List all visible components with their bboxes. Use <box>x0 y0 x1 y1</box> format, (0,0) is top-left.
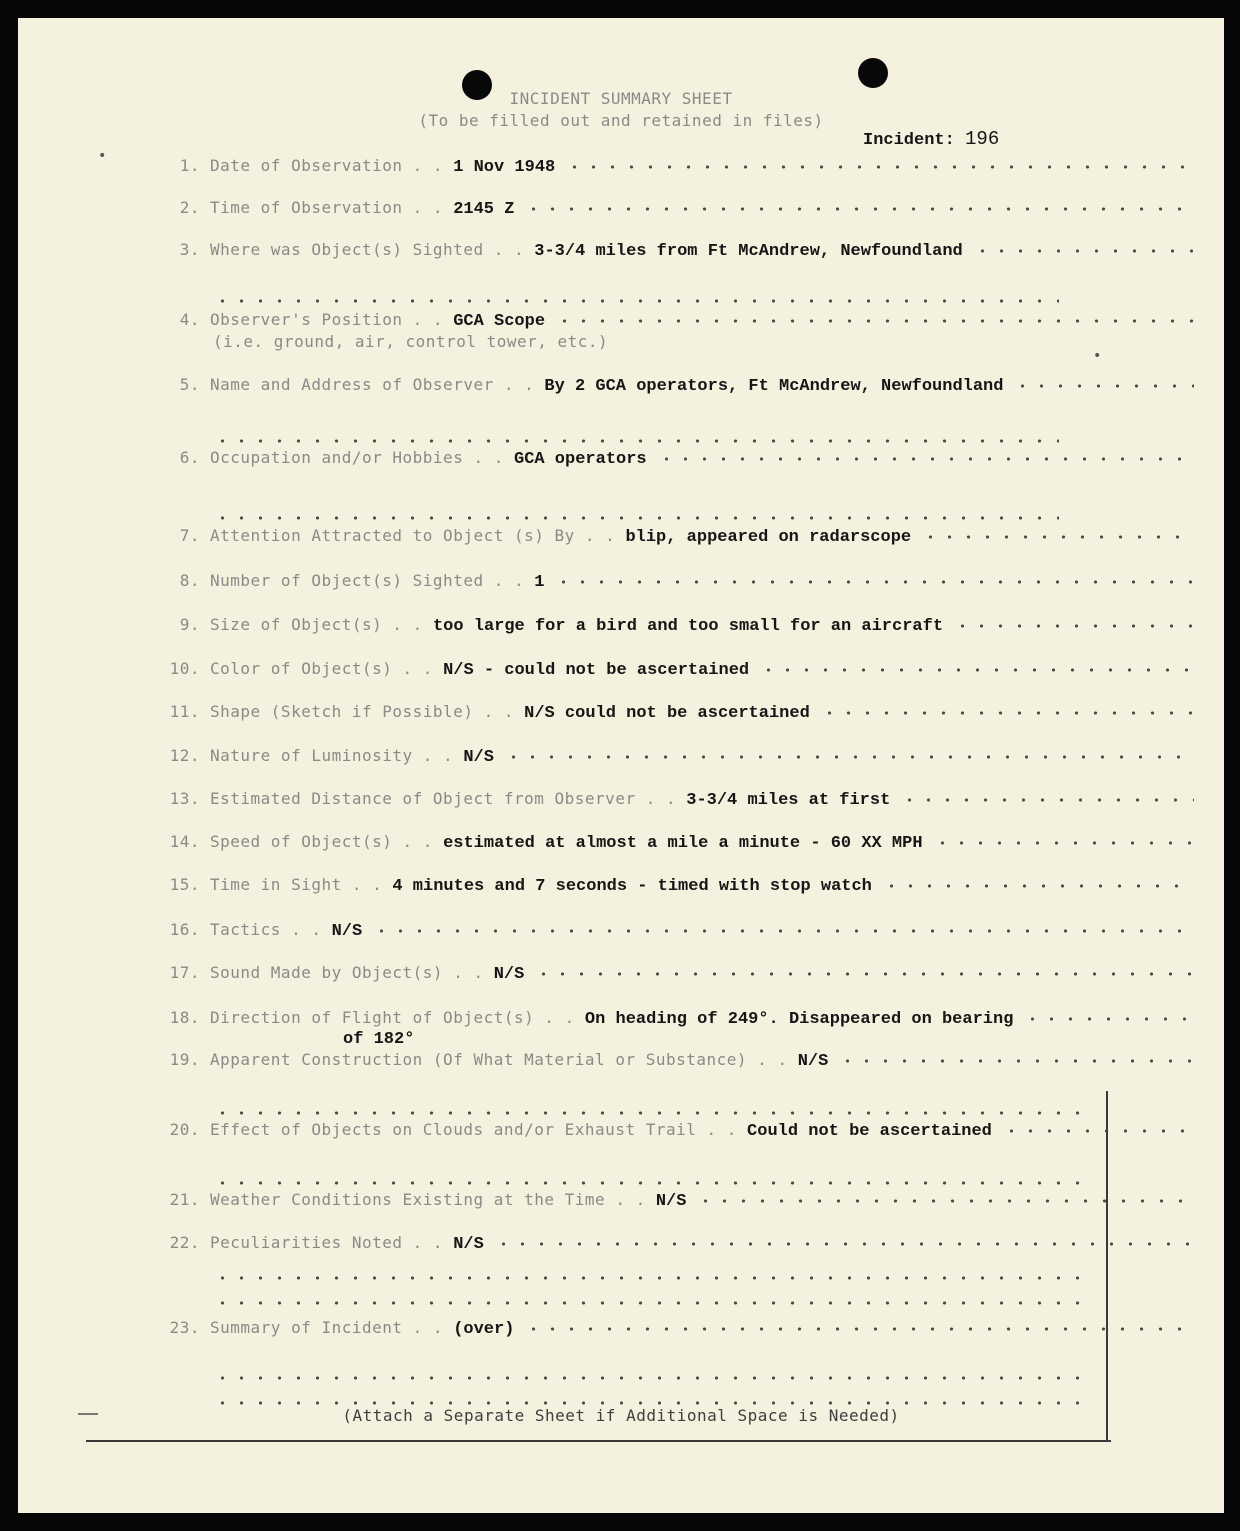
dot-leader: . . <box>574 526 626 545</box>
dot-leader: . . <box>392 659 444 678</box>
field-label: Estimated Distance of Object from Observer <box>210 789 636 808</box>
field-label: Date of Observation <box>210 156 403 175</box>
field-row <box>148 920 1194 946</box>
dot-leader <box>820 710 1194 716</box>
field-label: Time in Sight <box>210 875 342 894</box>
dot-leader <box>524 206 1194 212</box>
field-row <box>148 240 1194 266</box>
dot-leader <box>933 840 1194 846</box>
dot-leader <box>1002 1128 1194 1134</box>
field-row <box>148 1318 1194 1344</box>
dot-leader: . . <box>473 702 525 721</box>
field-number: 14. <box>169 832 200 851</box>
field-value: N/S could not be ascertained <box>524 704 810 723</box>
field-row <box>148 659 1194 685</box>
field-value: By 2 GCA operators, Ft McAndrew, Newfoundland <box>544 377 1004 396</box>
field-value: Could not be ascertained <box>747 1122 992 1141</box>
field-value: blip, appeared on radarscope <box>625 528 912 547</box>
dot-leader <box>1013 383 1194 389</box>
field-value: N/S - could not be ascertained <box>443 661 750 680</box>
field-hint: (i.e. ground, air, control tower, etc.) <box>213 332 609 351</box>
field-row <box>148 526 1194 552</box>
field-label: Sound Made by Object(s) <box>210 963 444 982</box>
field-value: (over) <box>453 1320 515 1339</box>
document-page <box>18 18 1224 1513</box>
field-label: Name and Address of Observer <box>210 375 494 394</box>
field-row <box>148 156 1194 182</box>
field-label: Time of Observation <box>210 198 403 217</box>
field-number: 10. <box>169 659 200 678</box>
field-label: Direction of Flight of Object(s) <box>210 1008 535 1027</box>
field-label: Effect of Objects on Clouds and/or Exhaust Trail <box>210 1120 697 1139</box>
stray-mark: • <box>1093 348 1102 364</box>
incident-label: Incident: <box>863 131 955 150</box>
field-number: 22. <box>169 1233 200 1252</box>
dot-leader <box>696 1198 1194 1204</box>
field-value: N/S <box>453 1235 484 1254</box>
field-label: Nature of Luminosity <box>210 746 413 765</box>
field-number: 2. <box>179 198 200 217</box>
dotted-line <box>213 1275 1089 1281</box>
dot-leader: . . <box>402 156 454 175</box>
field-row <box>148 571 1194 597</box>
field-row <box>148 963 1194 989</box>
field-label: Speed of Object(s) <box>210 832 393 851</box>
field-number: 11. <box>169 702 200 721</box>
stray-mark: • <box>98 148 107 164</box>
form-header <box>18 88 1224 132</box>
field-number: 6. <box>179 448 200 467</box>
dotted-line <box>213 1375 1089 1381</box>
dot-leader <box>973 248 1194 254</box>
field-number: 12. <box>169 746 200 765</box>
field-label: Apparent Construction (Of What Material or Substance) <box>210 1050 748 1069</box>
field-value: 1 <box>534 573 545 592</box>
dot-leader: . . <box>402 1318 454 1337</box>
field-number: 9. <box>179 615 200 634</box>
field-row <box>148 832 1194 858</box>
dot-leader: . . <box>392 832 444 851</box>
field-label: Weather Conditions Existing at the Time <box>210 1190 606 1209</box>
field-row <box>148 746 1194 772</box>
dotted-line <box>213 438 1059 444</box>
field-value: GCA Scope <box>453 312 546 331</box>
field-label: Color of Object(s) <box>210 659 393 678</box>
field-value: GCA operators <box>514 450 647 469</box>
field-value: 2145 Z <box>453 200 515 219</box>
field-value: too large for a bird and too small for an aircraft <box>432 617 944 636</box>
dot-leader: . . <box>341 875 393 894</box>
field-value: 3-3/4 miles at first <box>686 791 891 810</box>
dot-leader <box>555 318 1194 324</box>
field-number: 17. <box>169 963 200 982</box>
incident-number-block <box>863 128 999 150</box>
field-label: Summary of Incident <box>210 1318 403 1337</box>
margin-rule-vertical <box>1106 1091 1108 1441</box>
field-number: 20. <box>169 1120 200 1139</box>
field-row <box>148 198 1194 224</box>
dot-leader: . . <box>463 448 514 467</box>
punch-hole-right <box>858 58 888 88</box>
field-label: Where was Object(s) Sighted <box>210 240 484 259</box>
field-number: 15. <box>169 875 200 894</box>
field-label: Peculiarities Noted <box>210 1233 403 1252</box>
dot-leader <box>953 623 1194 629</box>
field-number: 19. <box>169 1050 200 1069</box>
field-row <box>148 375 1194 401</box>
field-number: 1. <box>179 156 200 175</box>
dot-leader: . . <box>483 240 535 259</box>
field-row <box>148 1120 1194 1146</box>
dot-leader <box>882 883 1194 889</box>
field-row <box>148 448 1194 474</box>
field-number: 13. <box>169 789 200 808</box>
field-value: On heading of 249°. Disappeared on bearing <box>584 1010 1014 1029</box>
field-value: estimated at almost a mile a minute - 60 XX MPH <box>443 834 923 853</box>
field-number: 5. <box>179 375 200 394</box>
dot-leader: . . <box>382 615 433 634</box>
dot-leader: . . <box>696 1120 748 1139</box>
dot-leader <box>565 164 1194 170</box>
field-label: Number of Object(s) Sighted <box>210 571 484 590</box>
dot-leader <box>838 1058 1194 1064</box>
dot-leader <box>372 928 1194 934</box>
field-value: N/S <box>797 1052 829 1071</box>
dot-leader <box>524 1326 1194 1332</box>
dotted-line <box>213 1300 1089 1306</box>
dot-leader: . . <box>747 1050 798 1069</box>
field-number: 8. <box>179 571 200 590</box>
dot-leader <box>504 754 1194 760</box>
field-label: Tactics <box>210 920 281 939</box>
field-value: 1 Nov 1948 <box>453 158 556 177</box>
dotted-line <box>213 298 1059 304</box>
dot-leader: . . <box>412 746 464 765</box>
dot-leader <box>759 667 1194 673</box>
field-number: 23. <box>169 1318 200 1337</box>
form-title: INCIDENT SUMMARY SHEET <box>509 89 733 108</box>
field-value: N/S <box>655 1192 687 1211</box>
field-label: Occupation and/or Hobbies <box>210 448 464 467</box>
dot-leader <box>900 797 1194 803</box>
field-label: Attention Attracted to Object (s) By <box>210 526 575 545</box>
field-value: 3-3/4 miles from Ft McAndrew, Newfoundland <box>534 242 963 261</box>
dot-leader: . . <box>534 1008 585 1027</box>
dot-leader <box>1023 1016 1194 1022</box>
field-label: Observer's Position <box>210 310 403 329</box>
field-number: 16. <box>169 920 200 939</box>
dotted-line <box>213 1180 1089 1186</box>
field-value: 4 minutes and 7 seconds - timed with stop watch <box>392 877 872 896</box>
field-value: N/S <box>493 965 525 984</box>
field-number: 21. <box>169 1190 200 1209</box>
dot-leader: . . <box>605 1190 656 1209</box>
field-row <box>148 1233 1194 1259</box>
field-value: N/S <box>331 922 363 941</box>
field-value-continued: of 182° <box>343 1030 415 1049</box>
dotted-line <box>213 515 1059 521</box>
field-number: 18. <box>169 1008 200 1027</box>
dot-leader: . . <box>402 198 454 217</box>
field-number: 7. <box>179 526 200 545</box>
dot-leader <box>494 1241 1194 1247</box>
dot-leader <box>657 456 1194 462</box>
dot-leader <box>554 579 1194 585</box>
bottom-rule <box>86 1440 1111 1442</box>
dot-leader <box>921 534 1194 540</box>
incident-number: 196 <box>965 128 1000 150</box>
field-row <box>148 615 1194 641</box>
dot-leader: . . <box>280 920 332 939</box>
field-row <box>148 789 1194 815</box>
field-row <box>148 702 1194 728</box>
dot-leader: . . <box>443 963 494 982</box>
field-number: 3. <box>179 240 200 259</box>
dot-leader: . . <box>635 789 687 808</box>
field-row <box>148 1008 1194 1034</box>
dot-leader <box>534 971 1194 977</box>
field-number: 4. <box>179 310 200 329</box>
form-footer: (Attach a Separate Sheet if Additional Space is Needed) <box>342 1406 900 1425</box>
field-label: Size of Object(s) <box>210 615 383 634</box>
field-value: N/S <box>463 748 494 767</box>
field-row <box>148 875 1194 901</box>
field-label: Shape (Sketch if Possible) <box>210 702 474 721</box>
dot-leader: . . <box>402 310 454 329</box>
dot-leader: . . <box>483 571 535 590</box>
dot-leader: . . <box>493 375 545 394</box>
field-row <box>148 1050 1194 1076</box>
field-row <box>148 1190 1194 1216</box>
dotted-line <box>213 1110 1089 1116</box>
form-subtitle: (To be filled out and retained in files) <box>418 111 824 130</box>
dot-leader: . . <box>402 1233 454 1252</box>
